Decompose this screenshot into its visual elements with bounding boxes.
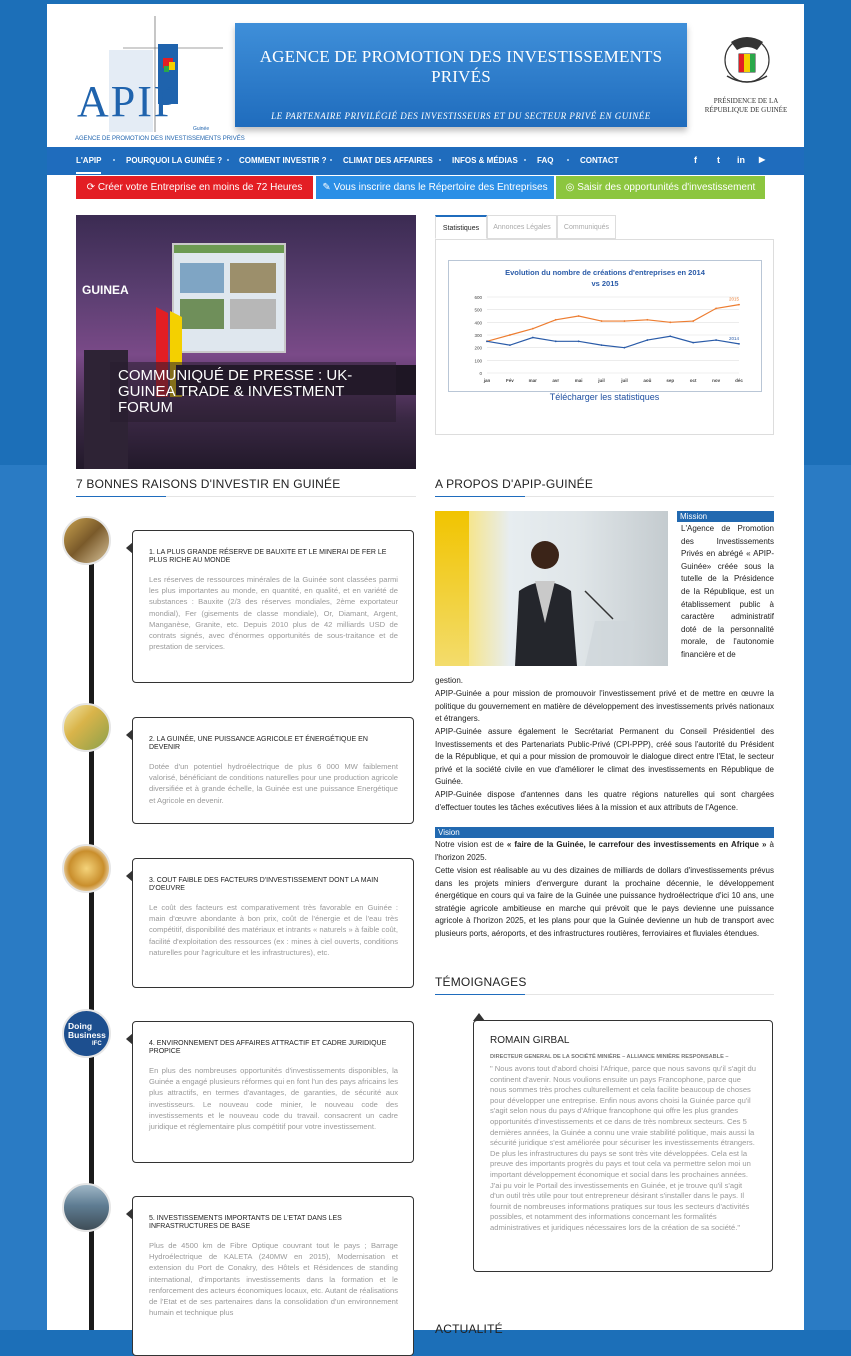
infrastructure-thumbnail bbox=[62, 1183, 111, 1232]
chart-title-line2: vs 2015 bbox=[591, 279, 619, 288]
chart-point-2014 bbox=[509, 344, 511, 346]
banner-subtitle: LE PARTENAIRE PRIVILÉGIÉ DES INVESTISSEURS ET DU SECTEUR PRIVÉ EN GUINÉE bbox=[271, 111, 651, 121]
chart-point-2015 bbox=[669, 321, 671, 323]
reason-card-1 bbox=[132, 530, 414, 683]
testimonials-heading-rule bbox=[435, 994, 774, 995]
reason-card-3 bbox=[132, 858, 414, 988]
register-directory-button[interactable] bbox=[316, 176, 554, 199]
testimonials-heading: TÉMOIGNAGES bbox=[435, 975, 527, 989]
reason-title: 1. LA PLUS GRANDE RÉSERVE DE BAUXITE ET LE MINERAI DE FER LE PLUS RICHE AU MONDE bbox=[149, 549, 387, 564]
nav-separator bbox=[330, 159, 332, 161]
chart-svg bbox=[449, 261, 761, 391]
tab-communiques[interactable]: Communiqués bbox=[557, 215, 616, 239]
apip-logo[interactable] bbox=[75, 14, 245, 142]
chart-point-2014 bbox=[555, 340, 557, 342]
chart-series-label-2015: 2015 bbox=[729, 296, 740, 302]
about-heading-rule bbox=[435, 496, 774, 497]
chart-point-2015 bbox=[715, 308, 717, 310]
logo-guinee: Guinée bbox=[193, 126, 210, 132]
chart-point-2014 bbox=[738, 343, 740, 345]
refresh-icon: ⟳ bbox=[86, 182, 98, 193]
testimonial-name: ROMAIN GIRBAL bbox=[490, 1035, 570, 1046]
create-company-button[interactable] bbox=[76, 176, 313, 199]
forum-banner-text: GUINEA bbox=[82, 283, 129, 297]
chart-point-2015 bbox=[555, 319, 557, 321]
chart-point-2015 bbox=[532, 328, 534, 330]
nav-separator bbox=[227, 159, 229, 161]
reason-body: En plus des nombreuses opportunités d'investissements disponibles, la Guinée a engagé plusieurs réformes qui en font l'un des pays africains les plus attractifs, en termes d'avantages, de garanties, de sécurité aux investisseurs. Le nouveau code minier, le nouveau code des investissements et le nouveau code du travail. consacrent un cadre juridique et réglementaire plus compétitif pour votre investissement. bbox=[149, 1066, 398, 1132]
nav-item-apip[interactable]: L'APIP bbox=[76, 156, 102, 165]
nav-separator bbox=[524, 159, 526, 161]
chart-point-2014 bbox=[532, 337, 534, 339]
reason-body: Le coût des facteurs est comparativement très favorable en Guinée : main d'œuvre abondante à bon prix, coût de l'énergie et de l'eau très compétitif, disponibilité des matériaux et intrants « naturels » à faible coût, facilité d'exploitation des ressources (ex : mines à ciel ouverts, conditions naturelles pour l'agriculture et les infrastructures), etc. bbox=[149, 903, 398, 957]
target-icon: ◎ bbox=[565, 182, 578, 193]
about-gestion: gestion. bbox=[435, 676, 464, 685]
chart-x-tick: mar bbox=[528, 378, 537, 383]
nav-item-infos[interactable]: INFOS & MÉDIAS bbox=[452, 156, 518, 165]
banner-title: AGENCE DE PROMOTION DES INVESTISSEMENTS PRIVÉS bbox=[259, 47, 663, 86]
agriculture-thumbnail bbox=[62, 703, 111, 752]
screen-header-bar bbox=[174, 245, 284, 253]
download-stats-link[interactable]: Télécharger les statistiques bbox=[549, 392, 660, 402]
chart-point-2015 bbox=[601, 320, 603, 322]
chart-point-2014 bbox=[715, 339, 717, 341]
testimonial-card bbox=[473, 1020, 773, 1272]
chart-point-2014 bbox=[486, 340, 488, 342]
nav-item-contact[interactable]: CONTACT bbox=[580, 156, 619, 165]
creations-chart bbox=[448, 260, 762, 392]
chart-point-2015 bbox=[738, 304, 740, 306]
opportunities-label: Saisir des opportunités d'investissement bbox=[577, 182, 756, 193]
about-mission-p1: APIP-Guinée a pour mission de promouvoir l'investissement privé et de mettre en œuvre la politique du gouvernement en matière de développement des investissements privés nationaux et étrangers. bbox=[435, 689, 774, 724]
chart-y-tick: 400 bbox=[474, 320, 482, 326]
create-company-label: Créer votre Entreprise en moins de 72 Heures bbox=[97, 182, 303, 193]
chart-point-2015 bbox=[692, 320, 694, 322]
nav-separator bbox=[439, 159, 441, 161]
nav-separator bbox=[113, 159, 115, 161]
chart-y-tick: 200 bbox=[474, 345, 482, 351]
republic-seal-icon[interactable] bbox=[717, 30, 777, 92]
vision-label: Vision bbox=[435, 827, 774, 838]
mission-label: Mission bbox=[677, 511, 774, 522]
edit-icon: ✎ bbox=[322, 182, 334, 193]
reason-body: Les réserves de ressources minérales de la Guinée sont classées parmi les plus importantes au monde, en quantité, en qualité, et en variété de substances : Bauxite (2/3 des réserves mondiales, 2ème exportateur mondial), Fer (gisements de classe mondiale), Or, Diamant, Argent, Manganèse, Granite, etc. Depuis 2010 plus de 42 milliards USD de contrats signés, avec d'énormes opportunités de sous-traitance et de prestation de services. bbox=[149, 575, 398, 652]
hero-caption[interactable]: COMMUNIQUÉ DE PRESSE : UK-GUINEA TRADE & INVESTMENT FORUM bbox=[110, 362, 396, 422]
chart-x-tick: déc bbox=[735, 378, 743, 383]
chart-point-2015 bbox=[578, 315, 580, 317]
nav-item-comment-investir[interactable]: COMMENT INVESTIR ? bbox=[239, 156, 327, 165]
chart-y-tick: 500 bbox=[474, 307, 482, 313]
logo-subtitle: AGENCE DE PROMOTION DES INVESTISSEMENTS PRIVÉS bbox=[75, 136, 245, 142]
doing-business-text bbox=[68, 1022, 106, 1040]
reason-body: Dotée d'un potentiel hydroélectrique de plus 6 000 MW faiblement valorisé, bénéficiant de conditions naturelles pour une production agricole diversifiée et à grande échelle, la Guinée est une puissance Energétique et Agricole en devenir. bbox=[149, 762, 398, 805]
reason-body: Plus de 4500 km de Fibre Optique couvrant tout le pays ; Barrage Hydroélectrique de KALETA (240MW en 2015), Modernisation et extension du Port de Conakry, des Hôtels et Résidences de standing international, d'importants investissements dans la formation et le renforcement des acteurs économiques locaux, etc. Autant de réalisations de l'Etat et de ses partenaires dans la consolidation d'un environnement humain et technique plus bbox=[149, 1241, 398, 1318]
twitter-icon[interactable]: t bbox=[717, 155, 720, 165]
doing-business-thumbnail bbox=[62, 1009, 111, 1058]
chart-point-2014 bbox=[669, 335, 671, 337]
about-mission-p2: APIP-Guinée assure également le Secrétariat Permanent du Conseil Présidentiel des Investissements et des Partenariats Public-Privé (CPI-PPP), créé sous l'autorité du Président de la République, et qui a pour mission de promouvoir le dialogue direct entre l'Etat, le secteur privé et la société civile en vue d'améliorer le climat des investissements en République de Guinée. bbox=[435, 727, 774, 787]
vision-statement bbox=[435, 839, 774, 864]
chart-x-tick: mai bbox=[574, 378, 583, 383]
opportunities-button[interactable] bbox=[556, 176, 765, 199]
chart-point-2014 bbox=[692, 342, 694, 344]
logo-text: APIP bbox=[77, 77, 181, 126]
vision-bold: « faire de la Guinée, le carrefour des investissements en Afrique » bbox=[506, 840, 767, 849]
chart-point-2014 bbox=[578, 340, 580, 342]
reasons-heading-rule bbox=[76, 496, 416, 497]
reason-title: 2. LA GUINÉE, UNE PUISSANCE AGRICOLE ET ÉNERGÉTIQUE EN DEVENIR bbox=[149, 736, 368, 751]
chart-point-2015 bbox=[509, 334, 511, 336]
speaker-figure bbox=[435, 511, 668, 666]
about-mission-p3: APIP-Guinée dispose d'antennes dans les quatre régions naturelles qui sont chargées d'effectuer toutes les tâches exécutives liées à la mission et aux attributs de l'Agence. bbox=[435, 790, 774, 812]
director-photo bbox=[435, 511, 668, 666]
nav-item-pourquoi[interactable]: POURQUOI LA GUINÉE ? bbox=[126, 156, 223, 165]
tab-annonces-legales[interactable]: Annonces Légales bbox=[487, 215, 557, 239]
statistics-panel bbox=[435, 239, 774, 435]
linkedin-icon[interactable]: in bbox=[737, 155, 745, 165]
page-container bbox=[47, 4, 804, 1336]
reason-title: 3. COUT FAIBLE DES FACTEURS D'INVESTISSEMENT DONT LA MAIN D'OEUVRE bbox=[149, 877, 379, 892]
reason-card-2 bbox=[132, 717, 414, 824]
vision-post: à l'horizon 2025. bbox=[435, 840, 775, 862]
chart-x-tick: jan bbox=[483, 378, 491, 383]
chart-x-tick: juil bbox=[621, 378, 628, 383]
nav-separator bbox=[567, 159, 569, 161]
chart-x-tick: avr bbox=[552, 378, 560, 383]
tab-statistiques[interactable]: Statistiques bbox=[435, 215, 487, 239]
chart-series-line-2014 bbox=[487, 336, 739, 347]
chart-x-tick: nov bbox=[712, 378, 721, 383]
ifc-badge: IFC bbox=[92, 1041, 102, 1047]
vision-body: Cette vision est réalisable au vu des dizaines de milliards de dollars d'investissements prévus dans les projets miniers d'envergure durant la prochaine décennie, le développement énergétique en cours qui va faire de la Guinée une puissance hydroélectrique d'ici 10 ans, une stratégie agricole ambitieuse en marche qui prévoit que le pays devienne une puissance agricole à l'horizon 2025, et les plans pour que la Guinée devienne un hub de transport avec plusieurs ports, aéroports, et des infrastructures routières, ferroviaires et fluviales étendues. bbox=[435, 866, 774, 938]
reason-card-4 bbox=[132, 1021, 414, 1163]
chart-x-tick: oct bbox=[689, 378, 697, 383]
chart-y-tick: 0 bbox=[479, 371, 482, 376]
coins-thumbnail bbox=[62, 844, 111, 893]
seal-caption: PRÉSIDENCE DE LA RÉPUBLIQUE DE GUINÉE bbox=[704, 97, 788, 114]
reason-title: 5. INVESTISSEMENTS IMPORTANTS DE L'ETAT DANS LES INFRASTRUCTURES DE BASE bbox=[149, 1215, 342, 1230]
business-label: Business bbox=[68, 1030, 106, 1040]
chart-x-tick: sep bbox=[666, 378, 675, 383]
nav-item-faq[interactable]: FAQ bbox=[537, 156, 554, 165]
chart-x-tick: aoû bbox=[643, 378, 652, 383]
chart-point-2014 bbox=[646, 339, 648, 341]
about-intro: L'Agence de Promotion des Investissements Privés en abrégé « APIP-Guinée» créée sous la tutelle de la Présidence de la République, est un établissement public à caractère administratif doté de la personnalité morale, de l'autonomie financière et de bbox=[681, 524, 774, 659]
chart-point-2015 bbox=[646, 319, 648, 321]
about-heading: A PROPOS D'APIP-GUINÉE bbox=[435, 477, 594, 491]
facebook-icon[interactable]: f bbox=[694, 155, 697, 165]
chart-point-2015 bbox=[624, 320, 626, 322]
chart-point-2014 bbox=[601, 344, 603, 346]
press-release-slide[interactable] bbox=[76, 215, 416, 469]
reasons-heading: 7 BONNES RAISONS D'INVESTIR EN GUINÉE bbox=[76, 477, 341, 491]
chart-point-2014 bbox=[624, 347, 626, 349]
minerals-thumbnail bbox=[62, 516, 111, 565]
register-directory-label: Vous inscrire dans le Répertoire des Entreprises bbox=[333, 182, 548, 193]
chart-y-tick: 600 bbox=[474, 295, 482, 300]
youtube-icon[interactable]: ▶ bbox=[759, 155, 766, 164]
chart-series-label-2014: 2014 bbox=[729, 335, 740, 341]
chart-x-tick: Fév bbox=[506, 378, 514, 383]
chart-title-line1: Evolution du nombre de créations d'entreprises en 2014 bbox=[505, 268, 705, 277]
main-nav bbox=[47, 147, 804, 175]
news-heading: ACTUALITÉ bbox=[435, 1322, 503, 1336]
reason-title: 4. ENVIRONNEMENT DES AFFAIRES ATTRACTIF ET CADRE JURIDIQUE PROPICE bbox=[149, 1040, 387, 1055]
nav-item-climat[interactable]: CLIMAT DES AFFAIRES bbox=[343, 156, 433, 165]
chart-series-line-2015 bbox=[487, 305, 739, 342]
header-banner bbox=[235, 23, 687, 127]
chart-y-tick: 300 bbox=[474, 333, 482, 338]
testimonial-role: DIRECTEUR GENERAL DE LA SOCIÉTÉ MINIÈRE – ALLIANCE MINIÈRE RESPONSABLE – bbox=[490, 1054, 729, 1060]
reason-card-5 bbox=[132, 1196, 414, 1356]
testimonial-quote: " Nous avons tout d'abord choisi l'Afrique, parce que nous savons qu'il s'agit du continent d'avenir. Nous voulions ensuite un pays Francophone, parce que nous sommes très proches culturellement et cela facilite beaucoup de choses pour développer une entreprise. Enfin nous avons choisi la Guinée parce qu'il s'agit selon nous du pays d'Afrique francophone qui offre les plus grandes opportunités d'investissements et ce dans de très nombreux secteurs. Ces 5 dernières années, la Guinée a connu une vraie stabilité politique, mais aussi la sécurité juridique s'est améliorée pour sécuriser les investissements étrangers. De plus les infrastructures du pays se sont très vite développées. Cela est la preuve des importants progrès du pays et tout cela va permettre selon moi un important développement économique et social dans les prochaines années. J'ai pu voir le Portail des investissements en Guinée, et je trouve qu'il s'agit d'un outil très utile pour tout entrepreneur désirant s'installer dans le pays. Il fournit de nombreuses informations pratiques sur tous les secteurs d'activités possibles, et notamment des informations concernant les formalités administratives et juridiques nécessaires lors de la création de sa société." bbox=[490, 1064, 756, 1232]
chart-y-tick: 100 bbox=[474, 358, 482, 364]
chart-x-tick: juil bbox=[598, 378, 605, 383]
doing-label: Doing bbox=[68, 1021, 93, 1031]
vision-pre: Notre vision est de bbox=[435, 840, 507, 849]
